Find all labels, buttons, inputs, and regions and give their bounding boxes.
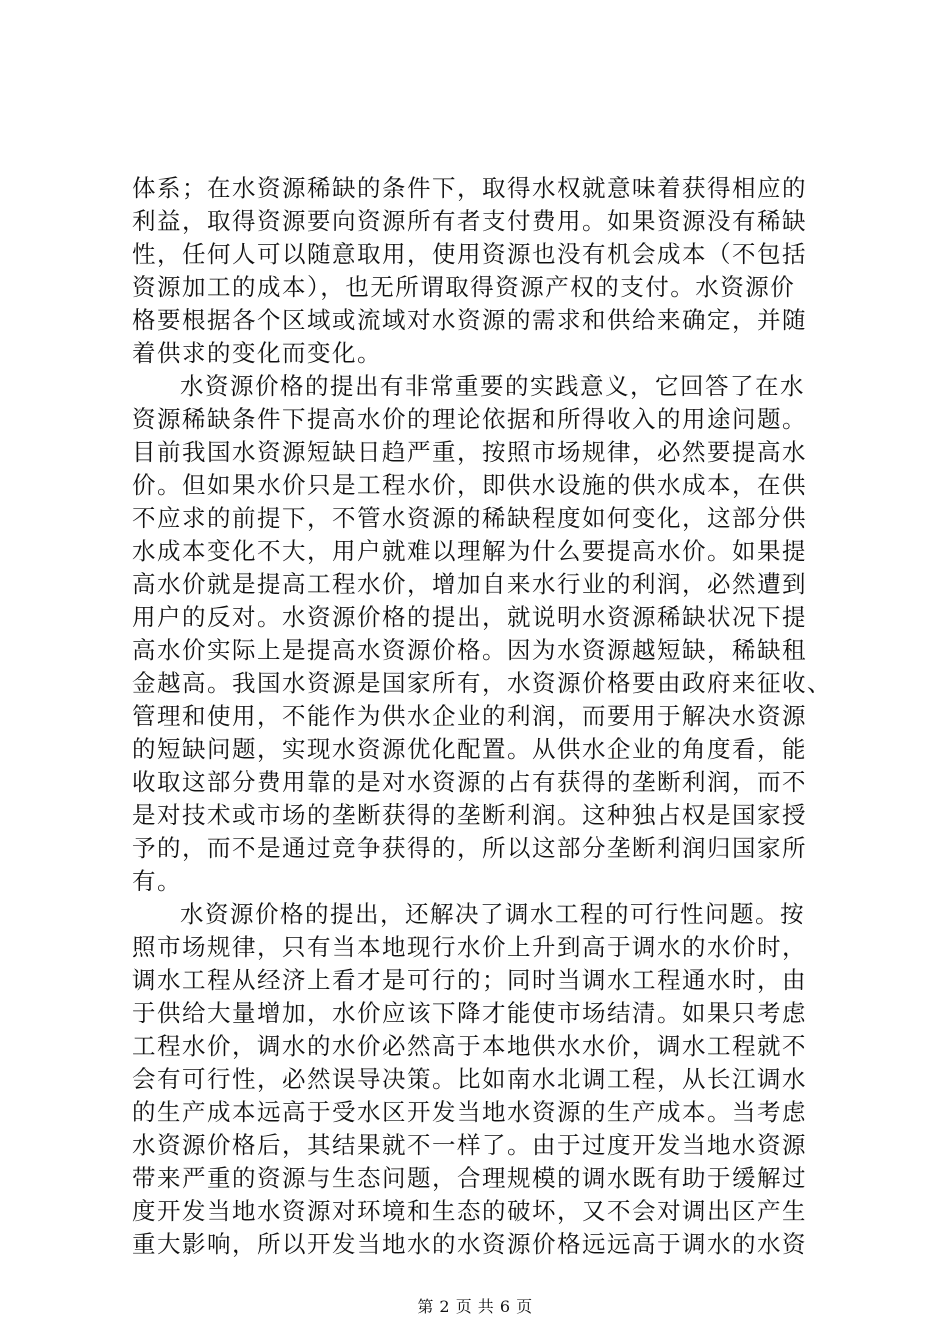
text-line: 是对技术或市场的垄断获得的垄断利润。这种独占权是国家授 <box>132 801 807 829</box>
text-line: 高水价实际上是提高水资源价格。因为水资源越短缺，稀缺租 <box>132 636 807 664</box>
text-line: 水资源价格的提出，还解决了调水工程的可行性问题。按 <box>180 900 805 928</box>
text-line: 的短缺问题，实现水资源优化配置。从供水企业的角度看，能 <box>132 735 807 763</box>
text-line: 水成本变化不大，用户就难以理解为什么要提高水价。如果提 <box>132 537 807 565</box>
text-line: 体系；在水资源稀缺的条件下，取得水权就意味着获得相应的 <box>132 174 807 202</box>
text-line: 照市场规律，只有当本地现行水价上升到高于调水的水价时， <box>132 933 807 961</box>
page-footer <box>0 1297 950 1317</box>
text-line: 性，任何人可以随意取用，使用资源也没有机会成本（不包括 <box>132 240 807 268</box>
text-line: 金越高。我国水资源是国家所有，水资源价格要由政府来征收、 <box>132 669 832 697</box>
text-line: 于供给大量增加，水价应该下降才能使市场结清。如果只考虑 <box>132 999 807 1027</box>
text-line: 收取这部分费用靠的是对水资源的占有获得的垄断利润，而不 <box>132 768 807 796</box>
text-line: 水资源价格后，其结果就不一样了。由于过度开发当地水资源 <box>132 1131 807 1159</box>
text-line: 目前我国水资源短缺日趋严重，按照市场规律，必然要提高水 <box>132 438 807 466</box>
text-line: 不应求的前提下，不管水资源的稀缺程度如何变化，这部分供 <box>132 504 807 532</box>
text-line: 资源加工的成本），也无所谓取得资源产权的支付。水资源价 <box>132 273 796 301</box>
text-line: 着供求的变化而变化。 <box>132 339 382 367</box>
text-line: 用户的反对。水资源价格的提出，就说明水资源稀缺状况下提 <box>132 603 807 631</box>
text-line: 工程水价，调水的水价必然高于本地供水水价，调水工程就不 <box>132 1032 807 1060</box>
text-line: 会有可行性，必然误导决策。比如南水北调工程，从长江调水 <box>132 1065 807 1093</box>
paragraph-1 <box>132 172 822 370</box>
text-line: 调水工程从经济上看才是可行的；同时当调水工程通水时，由 <box>132 966 807 994</box>
page-number: 第 2 页 共 6 页 <box>417 1297 533 1316</box>
text-line: 有。 <box>132 867 182 895</box>
text-line: 管理和使用，不能作为供水企业的利润，而要用于解决水资源 <box>132 702 807 730</box>
document-body <box>132 172 832 1261</box>
text-line: 度开发当地水资源对环境和生态的破坏，又不会对调出区产生 <box>132 1197 807 1225</box>
paragraph-3 <box>132 898 822 1261</box>
text-line: 高水价就是提高工程水价，增加自来水行业的利润，必然遭到 <box>132 570 807 598</box>
text-line: 格要根据各个区域或流域对水资源的需求和供给来确定，并随 <box>132 306 807 334</box>
text-line: 予的，而不是通过竞争获得的，所以这部分垄断利润归国家所 <box>132 834 807 862</box>
text-line: 带来严重的资源与生态问题，合理规模的调水既有助于缓解过 <box>132 1164 807 1192</box>
text-line: 重大影响，所以开发当地水的水资源价格远远高于调水的水资 <box>132 1230 807 1258</box>
text-line: 价。但如果水价只是工程水价，即供水设施的供水成本，在供 <box>132 471 807 499</box>
paragraph-2 <box>132 370 832 898</box>
text-line: 水资源价格的提出有非常重要的实践意义，它回答了在水 <box>180 372 805 400</box>
text-line: 利益，取得资源要向资源所有者支付费用。如果资源没有稀缺 <box>132 207 807 235</box>
text-line: 资源稀缺条件下提高水价的理论依据和所得收入的用途问题。 <box>132 405 807 433</box>
text-line: 的生产成本远高于受水区开发当地水资源的生产成本。当考虑 <box>132 1098 807 1126</box>
